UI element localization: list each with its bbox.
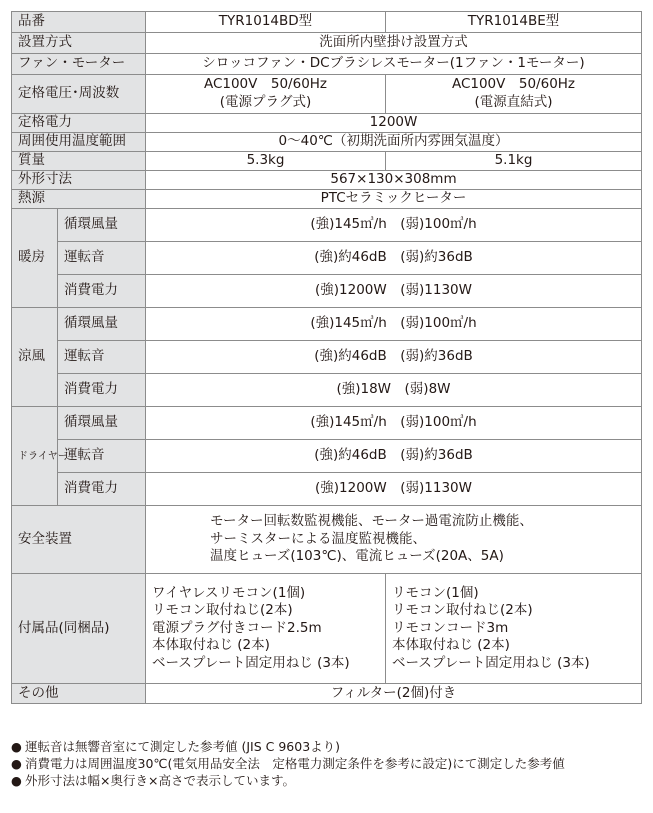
mode-row (12, 308, 642, 341)
safety-line: サーミスターによる温度監視機能、 (210, 530, 426, 547)
accessory-item: 電源プラグ付きコード2.5m (152, 619, 322, 636)
heat-row (12, 190, 642, 209)
accessories-label: 付属品(同梱品) (12, 574, 146, 684)
bullet-icon: ● (11, 756, 22, 771)
accessory-item: リモコン(1個) (392, 584, 479, 601)
mode-row-value: (強)145㎥/h (弱)100㎥/h (146, 308, 642, 341)
mode-row-label: 運転音 (58, 440, 146, 473)
heat-label: 熱源 (12, 190, 146, 209)
note-text: 外形寸法は幅×奥行き×高さで表示しています。 (25, 773, 295, 788)
mode-row (12, 374, 642, 407)
mode-row-label: 循環風量 (58, 407, 146, 440)
size-value: 567×130×308mm (146, 171, 642, 190)
note-item (11, 738, 647, 755)
voltage-be-line1: AC100V 50/60Hz (451, 76, 576, 93)
mode-row (12, 341, 642, 374)
safety-value (146, 506, 642, 574)
mass-label: 質量 (12, 152, 146, 171)
mode-row-label: 消費電力 (58, 473, 146, 506)
size-label: 外形寸法 (12, 171, 146, 190)
accessory-item: 本体取付ねじ (2本) (392, 637, 510, 654)
install-row (12, 33, 642, 54)
power-row (12, 114, 642, 133)
other-label: その他 (12, 684, 146, 704)
bullet-icon: ● (11, 739, 22, 754)
voltage-bd-line1: AC100V 50/60Hz (203, 76, 328, 93)
mode-row-value: (強)145㎥/h (弱)100㎥/h (146, 209, 642, 242)
mode-row-value: (強)約46dB (弱)約36dB (146, 242, 642, 275)
mode-row-value: (強)1200W (弱)1130W (146, 473, 642, 506)
voltage-row (12, 75, 642, 114)
bullet-icon: ● (11, 773, 22, 788)
safety-row (12, 506, 642, 574)
voltage-be (386, 75, 642, 114)
accessory-item: ワイヤレスリモコン(1個) (152, 584, 306, 601)
mode-dryer-label: ドライヤー (12, 407, 58, 506)
temp-value: 0〜40℃（初期洗面所内雰囲気温度） (146, 133, 642, 152)
safety-label: 安全装置 (12, 506, 146, 574)
mode-row (12, 242, 642, 275)
accessory-item: ベースプレート固定用ねじ (3本) (392, 654, 590, 671)
other-value: フィルター(2個)付き (146, 684, 642, 704)
notes (11, 738, 647, 789)
mode-row-value: (強)約46dB (弱)約36dB (146, 341, 642, 374)
mass-row (12, 152, 642, 171)
spec-table (11, 11, 642, 704)
mode-row-value: (強)145㎥/h (弱)100㎥/h (146, 407, 642, 440)
mode-row-label: 消費電力 (58, 374, 146, 407)
mode-row (12, 440, 642, 473)
accessories-bd (146, 574, 386, 684)
accessories-be (386, 574, 642, 684)
install-value: 洗面所内壁掛け設置方式 (146, 33, 642, 54)
accessories-row (12, 574, 642, 684)
mass-be: 5.1kg (386, 152, 642, 171)
mode-row-label: 循環風量 (58, 308, 146, 341)
model-bd: TYR1014BD型 (146, 12, 386, 33)
accessory-item: リモコン取付ねじ(2本) (392, 602, 533, 619)
mode-row (12, 407, 642, 440)
mode-row-value: (強)1200W (弱)1130W (146, 275, 642, 308)
voltage-be-line2: (電源直結式) (474, 94, 553, 110)
power-label: 定格電力 (12, 114, 146, 133)
safety-line: 温度ヒューズ(103℃)、電流ヒューズ(20A、5A) (210, 548, 504, 565)
mode-row (12, 275, 642, 308)
heat-value: PTCセラミックヒーター (146, 190, 642, 209)
power-value: 1200W (146, 114, 642, 133)
accessory-item: 本体取付ねじ (2本) (152, 637, 270, 654)
note-item (11, 772, 647, 789)
safety-line: モーター回転数監視機能、モーター過電流防止機能、 (210, 513, 533, 530)
model-number-label: 品番 (12, 12, 146, 33)
mode-row-label: 消費電力 (58, 275, 146, 308)
fan-value: シロッコファン・DCブラシレスモーター(1ファン・1モーター) (146, 54, 642, 75)
accessory-item: リモコン取付ねじ(2本) (152, 602, 293, 619)
mode-row-label: 循環風量 (58, 209, 146, 242)
mode-row (12, 473, 642, 506)
note-text: 運転音は無響音室にて測定した参考値 (JIS C 9603より) (25, 739, 341, 754)
accessory-item: ベースプレート固定用ねじ (3本) (152, 654, 350, 671)
install-label: 設置方式 (12, 33, 146, 54)
other-row (12, 684, 642, 704)
header-row (12, 12, 642, 33)
temp-row (12, 133, 642, 152)
mode-heating-label: 暖房 (12, 209, 58, 308)
fan-row (12, 54, 642, 75)
note-text: 消費電力は周囲温度30℃(電気用品安全法 定格電力測定条件を参考に設定)にて測定した参考値 (25, 756, 565, 771)
model-be: TYR1014BE型 (386, 12, 642, 33)
mode-row (12, 209, 642, 242)
mass-bd: 5.3kg (146, 152, 386, 171)
voltage-bd (146, 75, 386, 114)
mode-row-value: (強)約46dB (弱)約36dB (146, 440, 642, 473)
accessory-item: リモコンコード3m (392, 619, 509, 636)
size-row (12, 171, 642, 190)
voltage-label: 定格電圧･周波数 (12, 75, 146, 114)
note-item (11, 755, 647, 772)
temp-label: 周囲使用温度範囲 (12, 133, 146, 152)
mode-row-label: 運転音 (58, 242, 146, 275)
voltage-bd-line2: (電源プラグ式) (219, 94, 312, 110)
mode-row-label: 運転音 (58, 341, 146, 374)
fan-label: ファン・モーター (12, 54, 146, 75)
mode-row-value: (強)18W (弱)8W (146, 374, 642, 407)
mode-cool-label: 涼風 (12, 308, 58, 407)
